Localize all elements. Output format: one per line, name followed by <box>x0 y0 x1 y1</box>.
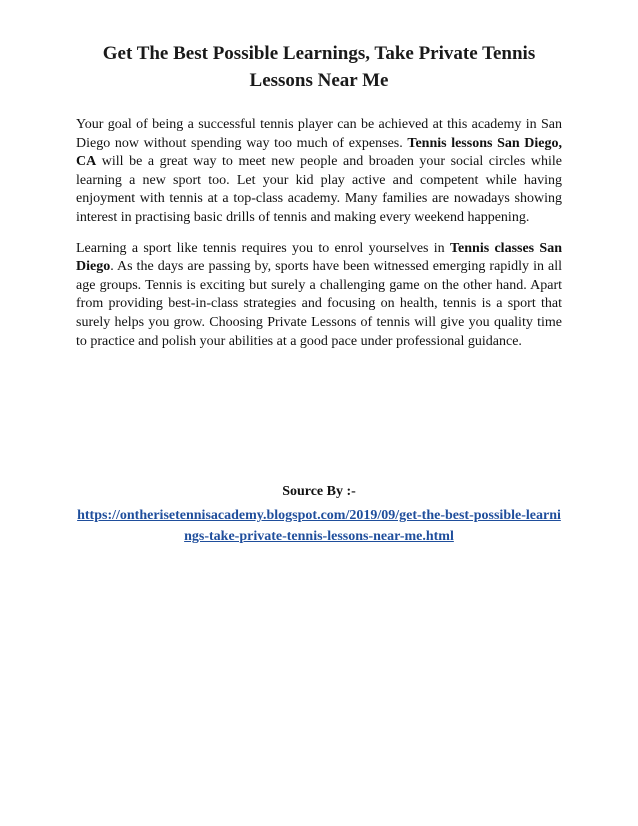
keyword-tennis-lessons-san-diego: Tennis lessons San Diego, CA <box>76 135 562 170</box>
source-label: Source By :- <box>282 484 356 499</box>
source-link[interactable]: https://ontherisetennisacademy.blogspot.com/2019/09/get-the-best-possible-learnings-take-private-tennis-lessons-near-me.html <box>77 508 561 544</box>
paragraph-intro <box>76 116 562 228</box>
paragraph-learning-text-start: Learning a sport like tennis requires you to enrol yourselves in <box>76 240 450 256</box>
paragraph-intro-text-end: will be a great way to meet new people and broaden your social circles while learning a new sport too. Let your kid play active and competent while having enjoyment with tennis at a top-class academy. Many families are nowadays showing interest in practising basic drills of tennis and making every weekend happening. <box>76 154 562 225</box>
keyword-tennis-classes-san-diego: Tennis classes San Diego <box>76 240 562 275</box>
page-title: Get The Best Possible Learnings, Take Private Tennis Lessons Near Me <box>102 43 536 91</box>
source-section <box>76 482 562 547</box>
paragraph-learning-text-end: . As the days are passing by, sports have been witnessed emerging rapidly in all age groups. Tennis is exciting but surely a challenging game on the other hand. Apart from providing best-in-class strategies and focusing on health, tennis is a sport that surely helps you grow. Choosing Private Lessons of tennis will give you quality time to practice and polish your abilities at a good pace under professional guidance. <box>76 259 562 349</box>
paragraph-learning <box>76 240 562 352</box>
paragraph-intro-text-start: Your goal of being a successful tennis player can be achieved at this academy in San Diego now without spending way too much of expenses. <box>76 117 562 151</box>
